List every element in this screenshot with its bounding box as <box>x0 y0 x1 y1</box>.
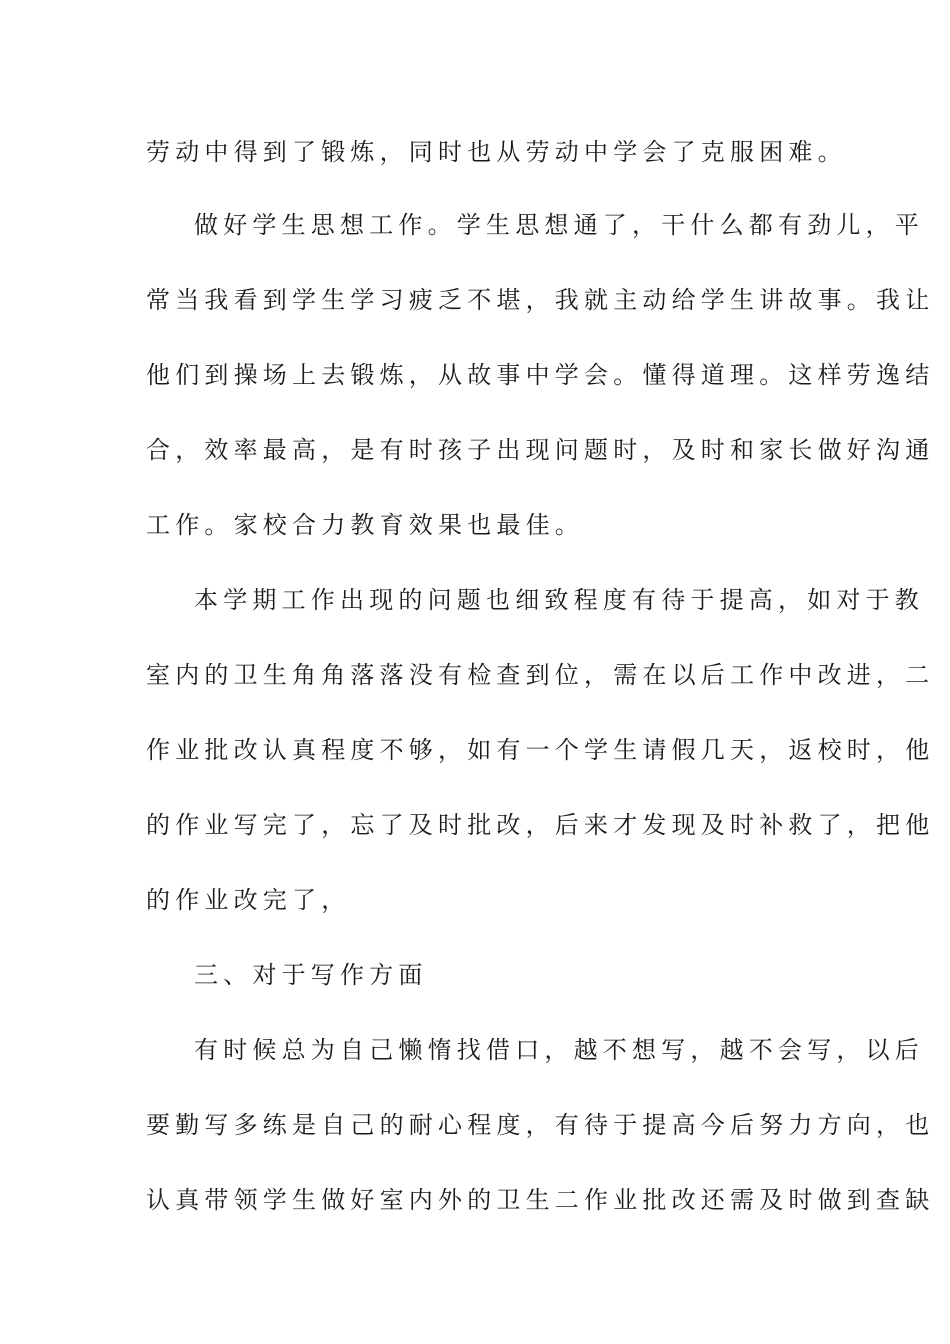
text-line: 常当我看到学生学习疲乏不堪，我就主动给学生讲故事。我让 <box>146 286 935 314</box>
text-line: 他们到操场上去锻炼，从故事中学会。懂得道理。这样劳逸结 <box>146 361 935 389</box>
text-line: 室内的卫生角角落落没有检查到位，需在以后工作中改进，二 <box>146 661 935 689</box>
text-line: 的作业改完了， <box>146 886 351 914</box>
text-line: 的作业写完了，忘了及时批改，后来才发现及时补救了，把他 <box>146 811 935 839</box>
text-line: 工作。家校合力教育效果也最佳。 <box>146 511 584 539</box>
text-line: 合，效率最高，是有时孩子出现问题时，及时和家长做好沟通 <box>146 436 935 464</box>
text-line: 要勤写多练是自己的耐心程度，有待于提高今后努力方向，也 <box>146 1111 935 1139</box>
text-line: 作业批改认真程度不够，如有一个学生请假几天，返校时，他 <box>146 736 935 764</box>
text-line: 认真带领学生做好室内外的卫生二作业批改还需及时做到查缺 <box>146 1186 935 1214</box>
text-line: 劳动中得到了锻炼，同时也从劳动中学会了克服困难。 <box>146 138 847 166</box>
paragraph-start-line: 做好学生思想工作。学生思想通了，干什么都有劲儿，平 <box>194 211 924 239</box>
section-heading: 三、对于写作方面 <box>194 961 428 989</box>
paragraph-start-line: 有时候总为自己懒惰找借口，越不想写，越不会写，以后 <box>194 1036 924 1064</box>
paragraph-start-line: 本学期工作出现的问题也细致程度有待于提高，如对于教 <box>194 586 924 614</box>
